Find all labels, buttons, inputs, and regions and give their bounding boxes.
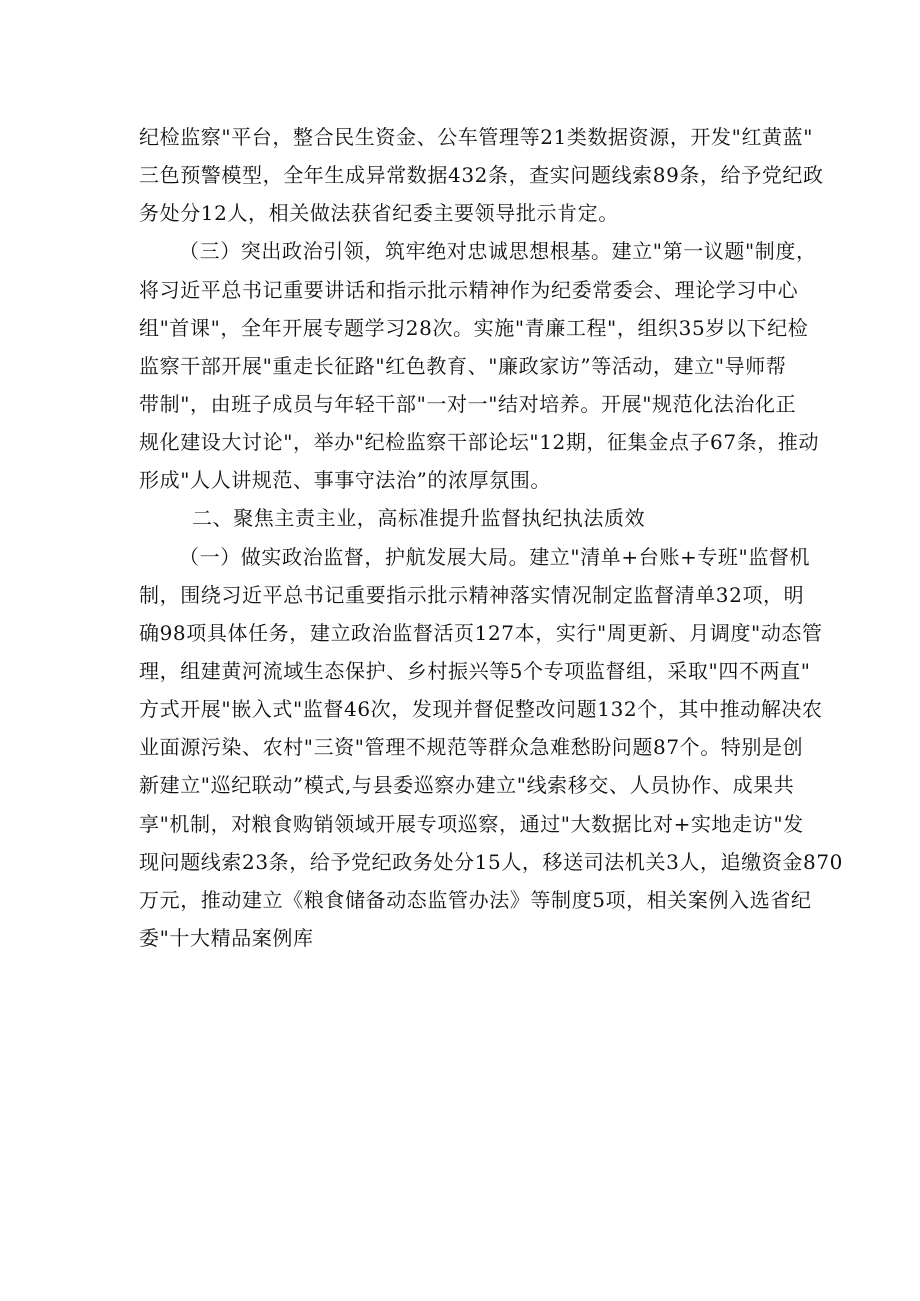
- paragraph-line: 务处分12人，相关做法获省纪委主要领导批示肯定。: [139, 201, 619, 226]
- section-heading: 二、聚焦主责主业，高标准提升监督执纪执法质效: [192, 506, 646, 531]
- paragraph-line: 组"首课"，全年开展专题学习28次。实施"青廉工程"，组织35岁以下纪检: [139, 315, 809, 340]
- paragraph-line: 方式开展"嵌入式"监督46次，发现并督促整改问题132个，其中推动解决农: [139, 697, 823, 722]
- paragraph-line: 业面源污染、农村"三资"管理不规范等群众急难愁盼问题87个。特别是创: [139, 735, 804, 760]
- paragraph-line: 三色预警模型，全年生成异常数据432条，查实问题线索89条，给予党纪政: [139, 163, 824, 188]
- paragraph-line: 纪检监察"平台，整合民生资金、公车管理等21类数据资源，开发"红黄蓝": [139, 125, 814, 149]
- paragraph-line: 万元，推动建立《粮食储备动态监管办法》等制度5项，相关案例入选省纪: [139, 887, 812, 912]
- paragraph-line: 现问题线索23条，给予党纪政务处分15人，移送司法机关3人，追缴资金870: [139, 849, 843, 874]
- paragraph-line: 形成"人人讲规范、事事守法治”的浓厚氛围。: [139, 468, 552, 493]
- paragraph-line: 新建立"巡纪联动”模式,与县委巡察办建立"线索移交、人员协作、成果共: [139, 773, 795, 798]
- paragraph-line: 制，围绕习近平总书记重要指示批示精神落实情况制定监督清单32项，明: [139, 582, 805, 607]
- paragraph-line: （一）做实政治监督，护航发展大局。建立"清单+台账+专班"监督机: [179, 544, 811, 569]
- paragraph-line: 享"机制，对粮食购销领域开展专项巡察，通过"大数据比对+实地走访"发: [139, 811, 804, 836]
- document-page: [139, 118, 843, 957]
- paragraph-line: 确98项具体任务，建立政治监督活页127本，实行"周更新、月调度"动态管: [139, 620, 823, 645]
- paragraph-line: 带制"，由班子成员与年轻干部"一对一"结对培养。开展"规范化法治化正: [139, 391, 797, 416]
- paragraph-line: 规化建设大讨论"，举办"纪检监察干部论坛"12期，征集金点子67条，推动: [139, 430, 820, 455]
- paragraph-line: 委"十大精品案例库: [139, 925, 314, 950]
- paragraph-line: 理，组建黄河流域生态保护、乡村振兴等5个专项监督组，采取"四不两直": [139, 658, 811, 683]
- paragraph-line: （三）突出政治引领，筑牢绝对忠诚思想根基。建立"第一议题"制度，: [179, 239, 817, 264]
- paragraph-line: 将习近平总书记重要讲话和指示批示精神作为纪委常委会、理论学习中心: [139, 277, 799, 302]
- paragraph-line: 监察干部开展"重走长征路"红色教育、"廉政家访”等活动，建立"导师帮: [139, 353, 787, 378]
